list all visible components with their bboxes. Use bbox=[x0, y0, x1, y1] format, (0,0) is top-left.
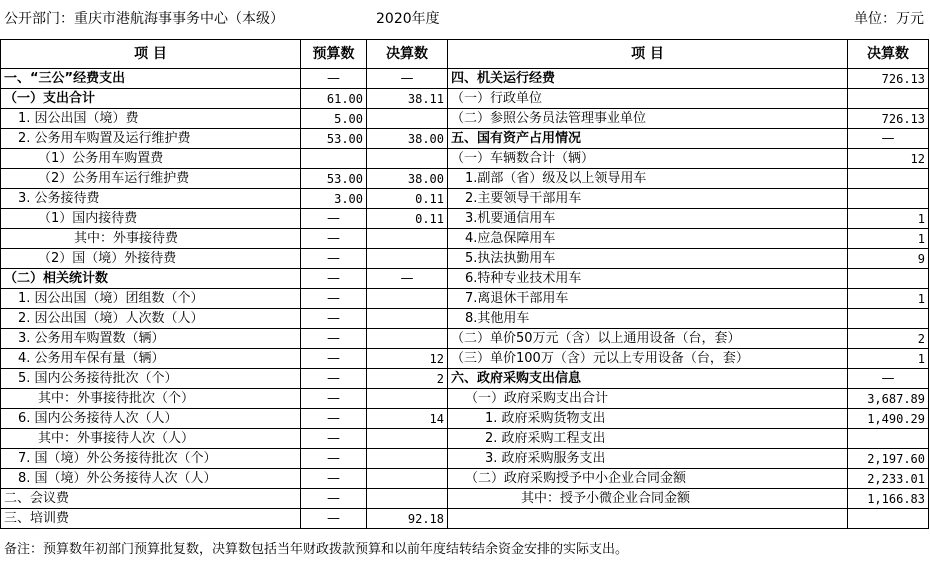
row-final-value-left bbox=[367, 429, 448, 449]
row-final-value-right bbox=[848, 189, 929, 209]
row-left-item: 3. 公务用车购置数（辆） bbox=[1, 329, 301, 349]
row-left-item: （二）相关统计数 bbox=[1, 269, 301, 289]
row-right-item: 6.特种专业技术用车 bbox=[448, 269, 848, 289]
row-budget-value: — bbox=[301, 309, 367, 329]
table-row bbox=[1, 69, 929, 89]
row-final-value-right: 726.13 bbox=[848, 69, 929, 89]
table-row bbox=[1, 269, 929, 289]
table-row bbox=[1, 209, 929, 229]
row-final-value-left bbox=[367, 449, 448, 469]
row-final-value-left bbox=[367, 469, 448, 489]
row-budget-value: 5.00 bbox=[301, 109, 367, 129]
unit-label: 单位：万元 bbox=[854, 11, 924, 27]
col-header-left-item: 项 目 bbox=[1, 40, 301, 69]
table-row bbox=[1, 229, 929, 249]
row-final-value-right: 2,197.60 bbox=[848, 449, 929, 469]
row-budget-value: — bbox=[301, 509, 367, 529]
table-row bbox=[1, 349, 929, 369]
row-right-item bbox=[448, 509, 848, 529]
row-final-value-right: 1 bbox=[848, 349, 929, 369]
table-row bbox=[1, 409, 929, 429]
row-right-item: （二）单价50万元（含）以上通用设备（台，套） bbox=[448, 329, 848, 349]
table-row bbox=[1, 149, 929, 169]
row-budget-value: 53.00 bbox=[301, 169, 367, 189]
row-right-item: （一）行政单位 bbox=[448, 89, 848, 109]
row-final-value-right: 1,166.83 bbox=[848, 489, 929, 509]
table-row bbox=[1, 489, 929, 509]
row-final-value-right bbox=[848, 269, 929, 289]
row-final-value-right: — bbox=[848, 369, 929, 389]
row-final-value-right: 1,490.29 bbox=[848, 409, 929, 429]
row-left-item: 2. 因公出国（境）人次数（人） bbox=[1, 309, 301, 329]
row-right-item: 四、机关运行经费 bbox=[448, 69, 848, 89]
row-left-item: （一）支出合计 bbox=[1, 89, 301, 109]
row-left-item: 5. 国内公务接待批次（个） bbox=[1, 369, 301, 389]
row-budget-value: — bbox=[301, 389, 367, 409]
row-final-value-right: 9 bbox=[848, 249, 929, 269]
row-final-value-right bbox=[848, 509, 929, 529]
row-final-value-left bbox=[367, 249, 448, 269]
table-row bbox=[1, 109, 929, 129]
row-left-item: （1）国内接待费 bbox=[1, 209, 301, 229]
row-right-item: 其中：授予小微企业合同金额 bbox=[448, 489, 848, 509]
row-budget-value: — bbox=[301, 269, 367, 289]
row-right-item: 5.执法执勤用车 bbox=[448, 249, 848, 269]
row-final-value-left: 0.11 bbox=[367, 189, 448, 209]
row-final-value-right: 12 bbox=[848, 149, 929, 169]
row-left-item: 二、会议费 bbox=[1, 489, 301, 509]
row-budget-value: — bbox=[301, 449, 367, 469]
row-left-item: 1. 因公出国（境）费 bbox=[1, 109, 301, 129]
row-budget-value: — bbox=[301, 489, 367, 509]
row-final-value-left: 92.18 bbox=[367, 509, 448, 529]
row-final-value-left bbox=[367, 149, 448, 169]
row-budget-value: — bbox=[301, 349, 367, 369]
row-right-item: （二）政府采购授予中小企业合同金额 bbox=[448, 469, 848, 489]
row-left-item: 2. 公务用车购置及运行维护费 bbox=[1, 129, 301, 149]
row-final-value-right: 1 bbox=[848, 229, 929, 249]
row-left-item: 8. 国（境）外公务接待人次（人） bbox=[1, 469, 301, 489]
table-row bbox=[1, 169, 929, 189]
row-budget-value: — bbox=[301, 409, 367, 429]
row-right-item: 2.主要领导干部用车 bbox=[448, 189, 848, 209]
row-left-item: （1）公务用车购置费 bbox=[1, 149, 301, 169]
row-budget-value: — bbox=[301, 289, 367, 309]
row-final-value-left bbox=[367, 309, 448, 329]
row-budget-value: — bbox=[301, 229, 367, 249]
row-right-item: 1. 政府采购货物支出 bbox=[448, 409, 848, 429]
row-final-value-left: 2 bbox=[367, 369, 448, 389]
footnote: 备注：预算数年初部门预算批复数，决算数包括当年财政拨款预算和以前年度结转结余资金安排的实际支出。 bbox=[4, 542, 629, 557]
row-right-item: 7.离退休干部用车 bbox=[448, 289, 848, 309]
row-final-value-right: 3,687.89 bbox=[848, 389, 929, 409]
row-left-item: （2）公务用车运行维护费 bbox=[1, 169, 301, 189]
row-budget-value: 53.00 bbox=[301, 129, 367, 149]
row-final-value-right: — bbox=[848, 129, 929, 149]
row-final-value-left bbox=[367, 489, 448, 509]
row-final-value-left bbox=[367, 389, 448, 409]
table-row bbox=[1, 369, 929, 389]
row-final-value-left: — bbox=[367, 69, 448, 89]
table-row bbox=[1, 129, 929, 149]
row-left-item: 其中：外事接待人次（人） bbox=[1, 429, 301, 449]
row-left-item: （2）国（境）外接待费 bbox=[1, 249, 301, 269]
table-row bbox=[1, 389, 929, 409]
col-header-final-right: 决算数 bbox=[848, 40, 929, 69]
budget-table bbox=[0, 39, 929, 529]
col-header-right-item: 项 目 bbox=[448, 40, 848, 69]
row-left-item: 三、培训费 bbox=[1, 509, 301, 529]
row-left-item: 其中：外事接待批次（个） bbox=[1, 389, 301, 409]
row-right-item: 2. 政府采购工程支出 bbox=[448, 429, 848, 449]
row-final-value-right bbox=[848, 169, 929, 189]
row-final-value-left: — bbox=[367, 269, 448, 289]
row-left-item: 4. 公务用车保有量（辆） bbox=[1, 349, 301, 369]
row-right-item: （一）政府采购支出合计 bbox=[448, 389, 848, 409]
row-final-value-left: 0.11 bbox=[367, 209, 448, 229]
row-budget-value: — bbox=[301, 69, 367, 89]
row-budget-value: — bbox=[301, 249, 367, 269]
row-right-item: 3. 政府采购服务支出 bbox=[448, 449, 848, 469]
table-row bbox=[1, 89, 929, 109]
row-left-item: 6. 国内公务接待人次（人） bbox=[1, 409, 301, 429]
row-final-value-right bbox=[848, 89, 929, 109]
row-final-value-left: 38.00 bbox=[367, 129, 448, 149]
row-budget-value: — bbox=[301, 469, 367, 489]
row-left-item: 其中：外事接待费 bbox=[1, 229, 301, 249]
row-budget-value: 3.00 bbox=[301, 189, 367, 209]
table-row bbox=[1, 309, 929, 329]
row-final-value-right: 2,233.01 bbox=[848, 469, 929, 489]
row-final-value-left: 12 bbox=[367, 349, 448, 369]
row-right-item: 六、政府采购支出信息 bbox=[448, 369, 848, 389]
table-row bbox=[1, 289, 929, 309]
row-budget-value: — bbox=[301, 329, 367, 349]
table-row bbox=[1, 449, 929, 469]
row-budget-value: — bbox=[301, 209, 367, 229]
row-right-item: 1.副部（省）级及以上领导用车 bbox=[448, 169, 848, 189]
table-row bbox=[1, 469, 929, 489]
row-right-item: （一）车辆数合计（辆） bbox=[448, 149, 848, 169]
row-final-value-left bbox=[367, 229, 448, 249]
table-row bbox=[1, 189, 929, 209]
row-budget-value bbox=[301, 149, 367, 169]
row-left-item: 1. 因公出国（境）团组数（个） bbox=[1, 289, 301, 309]
row-left-item: 一、“三公”经费支出 bbox=[1, 69, 301, 89]
header-row bbox=[1, 40, 929, 69]
row-right-item: 五、国有资产占用情况 bbox=[448, 129, 848, 149]
row-budget-value: — bbox=[301, 369, 367, 389]
row-budget-value: — bbox=[301, 429, 367, 449]
row-final-value-right: 1 bbox=[848, 289, 929, 309]
table-row bbox=[1, 329, 929, 349]
row-right-item: （二）参照公务员法管理事业单位 bbox=[448, 109, 848, 129]
row-left-item: 7. 国（境）外公务接待批次（个） bbox=[1, 449, 301, 469]
row-final-value-right: 2 bbox=[848, 329, 929, 349]
col-header-final-left: 决算数 bbox=[367, 40, 448, 69]
row-final-value-right bbox=[848, 309, 929, 329]
table-row bbox=[1, 249, 929, 269]
row-left-item: 3. 公务接待费 bbox=[1, 189, 301, 209]
row-budget-value: 61.00 bbox=[301, 89, 367, 109]
table-row bbox=[1, 509, 929, 529]
row-final-value-left bbox=[367, 109, 448, 129]
row-final-value-left: 14 bbox=[367, 409, 448, 429]
row-final-value-right bbox=[848, 429, 929, 449]
row-right-item: （三）单价100万（含）元以上专用设备（台，套） bbox=[448, 349, 848, 369]
table-row bbox=[1, 429, 929, 449]
row-right-item: 3.机要通信用车 bbox=[448, 209, 848, 229]
year-label: 2020年度 bbox=[376, 11, 440, 27]
row-final-value-left bbox=[367, 329, 448, 349]
row-final-value-left bbox=[367, 289, 448, 309]
row-right-item: 8.其他用车 bbox=[448, 309, 848, 329]
department-label: 公开部门：重庆市港航海事事务中心（本级） bbox=[4, 11, 284, 27]
row-final-value-right: 1 bbox=[848, 209, 929, 229]
row-final-value-left: 38.00 bbox=[367, 169, 448, 189]
row-right-item: 4.应急保障用车 bbox=[448, 229, 848, 249]
row-final-value-left: 38.11 bbox=[367, 89, 448, 109]
col-header-budget: 预算数 bbox=[301, 40, 367, 69]
row-final-value-right: 726.13 bbox=[848, 109, 929, 129]
